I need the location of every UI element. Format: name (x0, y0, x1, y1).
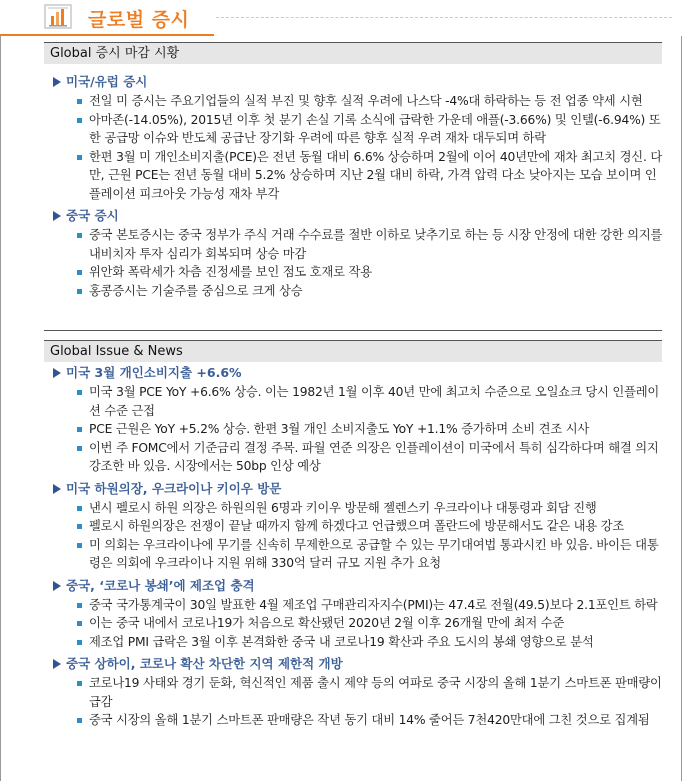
list-item: 중국 시장의 올해 1분기 스마트폰 판매량은 작년 동기 대비 14% 줄어든 7천420만대에 그친 것으로 집계됨 (50, 711, 670, 730)
square-bullet-icon (77, 289, 82, 294)
list-item: 펠로시 하원의장은 전쟁이 끝날 때까지 함께 하겠다고 언급했으며 폴란드에 방문해서도 같은 내용 강조 (50, 517, 670, 536)
square-bullet-icon (77, 118, 82, 123)
list-item: 미국 3월 PCE YoY +6.6% 상승. 이는 1982년 1월 이후 40년 만에 최고치 수준으로 오일쇼크 당시 인플레이션 수준 근접 (50, 383, 670, 420)
list-shanghai-reopen (50, 674, 670, 730)
list-item: 중국 국가통계국이 30일 발표한 4월 제조업 구매관리자지수(PMI)는 47.4로 전월(49.5)보다 2.1포인트 하락 (50, 596, 670, 615)
square-bullet-icon (77, 390, 82, 395)
subheading-china-pmi (50, 575, 670, 596)
list-item: 위안화 폭락세가 차츰 진정세를 보인 점도 호재로 작용 (50, 263, 670, 282)
subheading-text: 중국, ‘코로나 봉쇄’에 제조업 충격 (66, 577, 255, 593)
list-item: 한편 3월 미 개인소비지출(PCE)은 전년 동월 대비 6.6% 상승하며 2월에 이어 40년만에 재차 최고치 경신. 다만, 근원 PCE는 전년 동월 대비 5.2% 상승하며 지난 2월 대비 하락, 가격 압력 다소 낮아지는 모습 보이며 인플레이션 피크아웃 가능성 재차 부각 (50, 148, 670, 204)
page-header (0, 0, 683, 36)
subheading-text: 미국 하원의장, 우크라이나 키이우 방문 (66, 480, 282, 496)
square-bullet-icon (77, 681, 82, 686)
frame-border-right (681, 36, 682, 781)
subheading-text: 미국/유럽 증시 (66, 74, 148, 89)
header-underline (0, 34, 214, 36)
square-bullet-icon (77, 99, 82, 104)
square-bullet-icon (77, 524, 82, 529)
list-item: 홍콩증시는 기술주를 중심으로 크게 상승 (50, 282, 670, 301)
subheading-china (50, 205, 670, 226)
section-issue-news (50, 362, 670, 732)
square-bullet-icon (77, 233, 82, 238)
list-item: 미 의회는 우크라이나에 무기를 신속히 무제한으로 공급할 수 있는 무기대여법 통과시킨 바 있음. 바이든 대통령은 의회에 우크라이나 지원 위해 330억 달러 규모 지원 추가 요청 (50, 536, 670, 573)
bar-chart-icon (44, 2, 72, 30)
section-title-issue-news: Global Issue & News (44, 340, 662, 362)
triangle-bullet-icon (53, 659, 61, 669)
frame-border-left (0, 36, 1, 781)
list-kyiv-visit (50, 499, 670, 573)
subheading-kyiv-visit (50, 478, 670, 499)
square-bullet-icon (77, 718, 82, 723)
square-bullet-icon (77, 640, 82, 645)
subheading-us-europe (50, 71, 670, 92)
triangle-bullet-icon (53, 211, 61, 221)
square-bullet-icon (77, 155, 82, 160)
square-bullet-icon (77, 506, 82, 511)
header-divider (216, 17, 672, 18)
square-bullet-icon (77, 270, 82, 275)
subheading-text: 미국 3월 개인소비지출 +6.6% (66, 365, 242, 380)
square-bullet-icon (77, 446, 82, 451)
triangle-bullet-icon (53, 581, 61, 591)
square-bullet-icon (77, 603, 82, 608)
square-bullet-icon (77, 621, 82, 626)
triangle-bullet-icon (53, 77, 61, 87)
list-item: 아마존(-14.05%), 2015년 이후 첫 분기 손실 기록 소식에 급락한 가운데 애플(-3.66%) 및 인텔(-6.94%) 또한 공급망 이슈와 반도체 공급난 장기화 우려에 따른 향후 실적 우려 재차 대두되며 하락 (50, 111, 670, 148)
list-item: 전일 미 증시는 주요기업들의 실적 부진 및 향후 실적 우려에 나스닥 -4%대 하락하는 등 전 업종 약세 시현 (50, 92, 670, 111)
subheading-us-pce (50, 362, 670, 383)
list-item: PCE 근원은 YoY +5.2% 상승. 한편 3월 개인 소비지출도 YoY +1.1% 증가하며 소비 견조 시사 (50, 420, 670, 439)
list-us-europe (50, 92, 670, 203)
section-divider (44, 330, 662, 331)
page-title: 글로벌 증시 (88, 9, 190, 31)
square-bullet-icon (77, 543, 82, 548)
list-item: 낸시 펠로시 하원 의장은 하원의원 6명과 키이우 방문해 젤렌스키 우크라이나 대통령과 회담 진행 (50, 499, 670, 518)
list-china-pmi (50, 596, 670, 652)
list-china (50, 226, 670, 300)
list-item: 중국 본토증시는 중국 정부가 주식 거래 수수료를 절반 이하로 낮추기로 하는 등 시장 안정에 대한 강한 의지를 내비치자 투자 심리가 회복되며 상승 마감 (50, 226, 670, 263)
triangle-bullet-icon (53, 484, 61, 494)
subheading-text: 중국 상하이, 코로나 확산 차단한 지역 제한적 개방 (66, 656, 343, 671)
list-item: 이번 주 FOMC에서 기준금리 결정 주목. 파월 연준 의장은 인플레이션이 미국에서 특히 심각하다며 해결 의지 강조한 바 있음. 시장에서는 50bp 인상 예상 (50, 439, 670, 476)
subheading-shanghai-reopen (50, 653, 670, 674)
list-item: 코로나19 사태와 경기 둔화, 혁신적인 제품 출시 제약 등의 여파로 중국 시장의 올해 1분기 스마트폰 판매량이 급감 (50, 674, 670, 711)
section-market-close (50, 71, 670, 302)
triangle-bullet-icon (53, 368, 61, 378)
subheading-text: 중국 증시 (66, 208, 119, 223)
list-item: 제조업 PMI 급락은 3월 이후 본격화한 중국 내 코로나19 확산과 주요 도시의 봉쇄 영향으로 분석 (50, 633, 670, 652)
list-us-pce (50, 383, 670, 476)
section-title-market-close: Global 증시 마감 시황 (44, 42, 662, 64)
square-bullet-icon (77, 427, 82, 432)
list-item: 이는 중국 내에서 코로나19가 처음으로 확산됐던 2020년 2월 이후 26개월 만에 최저 수준 (50, 614, 670, 633)
